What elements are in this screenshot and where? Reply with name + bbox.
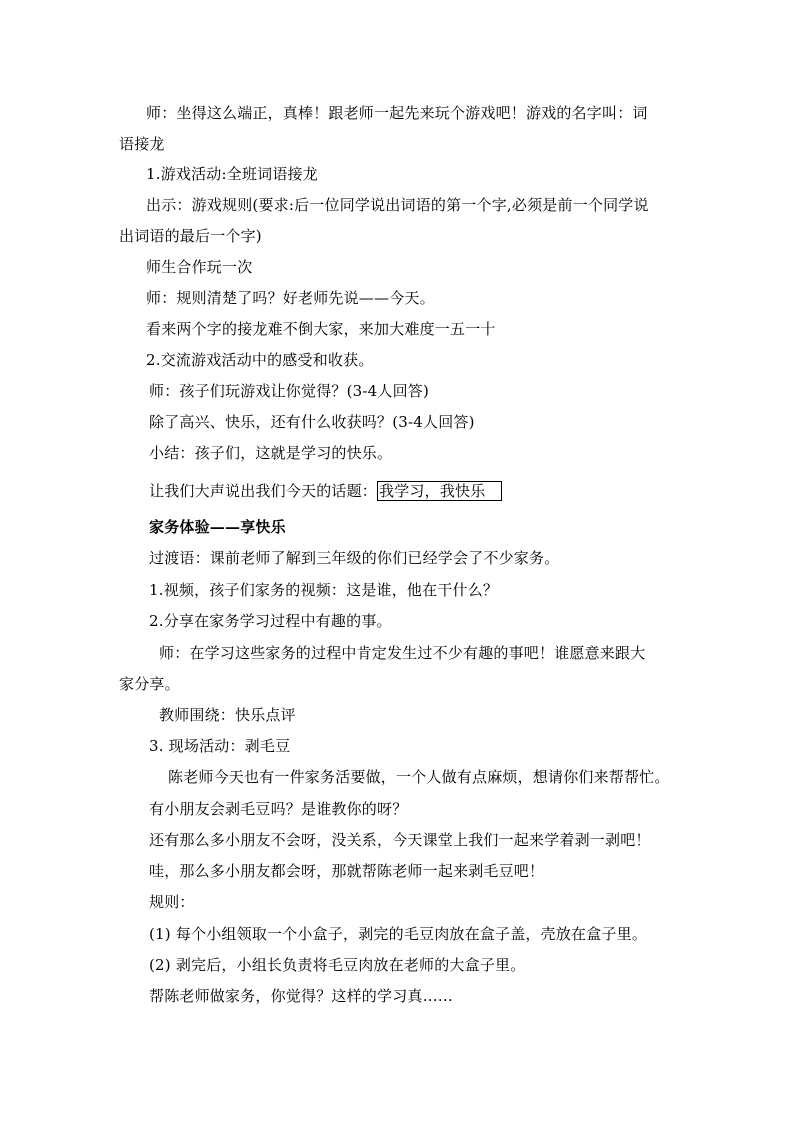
- topic-box: 我学习，我快乐: [377, 481, 502, 501]
- rule-item: (2) 剥完后，小组长负责将毛豆肉放在老师的大盒子里。: [149, 956, 526, 974]
- numbered-item: 2.分享在家务学习过程中有趣的事。: [149, 612, 392, 630]
- paragraph-line: 师：规则清楚了吗？好老师先说——今天。: [146, 289, 435, 307]
- paragraph-line: 过渡语：课前老师了解到三年级的你们已经学会了不少家务。: [149, 549, 560, 567]
- paragraph-line: 家分享。: [119, 675, 180, 693]
- numbered-item: 1.视频，孩子们家务的视频：这是谁，他在干什么？: [149, 581, 499, 599]
- paragraph-line: 帮陈老师做家务，你觉得？这样的学习真……: [149, 987, 454, 1005]
- numbered-item: 3. 现场活动：剥毛豆: [149, 737, 291, 755]
- paragraph-line: 除了高兴、快乐，还有什么收获吗？(3-4人回答): [149, 413, 475, 431]
- paragraph-line: 还有那么多小朋友不会呀，没关系，今天课堂上我们一起来学着剥一剥吧！: [149, 831, 651, 849]
- numbered-item: 2.交流游戏活动中的感受和收获。: [146, 351, 374, 369]
- paragraph-line: 有小朋友会剥毛豆吗？是谁教你的呀？: [149, 800, 408, 818]
- paragraph-line: 看来两个字的接龙难不倒大家，来加大难度一五一十: [146, 320, 496, 338]
- paragraph-line: 教师围绕：快乐点评: [159, 706, 296, 724]
- paragraph-line: 小结：孩子们，这就是学习的快乐。: [149, 444, 393, 462]
- paragraph-line: 师生合作玩一次: [146, 258, 253, 276]
- paragraph-line: 哇，那么多小朋友都会呀，那就帮陈老师一起来剥毛豆吧！: [149, 862, 545, 880]
- topic-line: [149, 481, 502, 501]
- paragraph-line: 规则：: [149, 893, 195, 911]
- paragraph-line: 师：在学习这些家务的过程中肯定发生过不少有趣的事吧！谁愿意来跟大: [159, 644, 646, 662]
- paragraph-line: 出词语的最后一个字): [119, 227, 262, 245]
- topic-lead-text: 让我们大声说出我们今天的话题：: [149, 482, 378, 500]
- numbered-item: 1.游戏活动:全班词语接龙: [146, 165, 318, 183]
- section-heading: 家务体验——享快乐: [149, 518, 286, 536]
- paragraph-line: 陈老师今天也有一件家务活要做，一个人做有点麻烦，想请你们来帮帮忙。: [168, 768, 670, 786]
- paragraph-line: 师：坐得这么端正，真棒！跟老师一起先来玩个游戏吧！游戏的名字叫：词: [146, 104, 648, 122]
- paragraph-line: 出示：游戏规则(要求:后一位同学说出词语的第一个字,必须是前一个同学说: [146, 196, 649, 214]
- paragraph-line: 语接龙: [119, 135, 165, 153]
- rule-item: (1) 每个小组领取一个小盒子，剥完的毛豆肉放在盒子盖，壳放在盒子里。: [149, 925, 648, 943]
- paragraph-line: 师：孩子们玩游戏让你觉得？(3-4人回答): [149, 382, 430, 400]
